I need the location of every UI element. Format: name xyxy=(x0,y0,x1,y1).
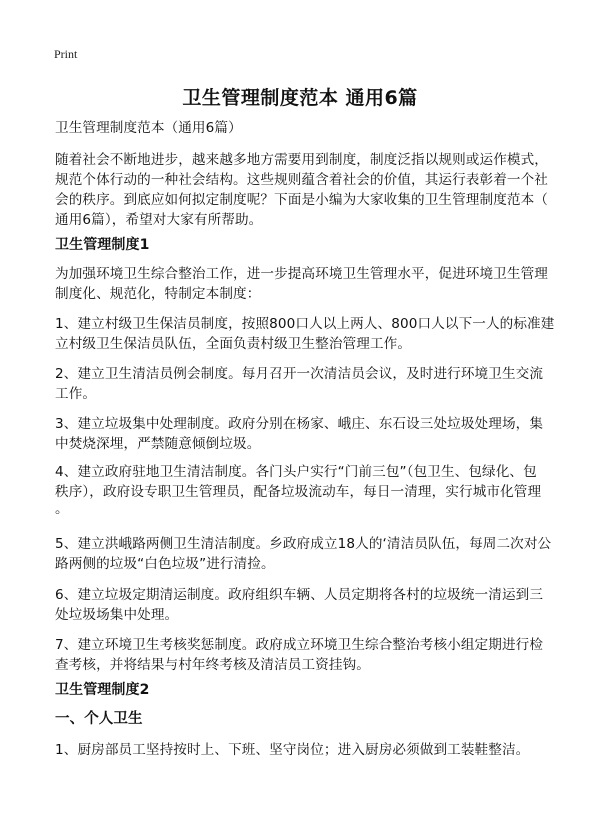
section1-lead xyxy=(55,264,555,304)
heading-text: 卫生管理制度1 xyxy=(55,237,150,253)
line: 5、建立洪峨路两侧卫生清洁制度。乡政府成立18人的‘清洁员队伍，每周二次对公 xyxy=(55,536,552,552)
line: 查考核，并将结果与村年终考核及清洁员工资挂钩。 xyxy=(55,657,370,673)
line: 3、建立垃圾集中处理制度。政府分别在杨家、峨庄、东石设三处垃圾处理场，集 xyxy=(55,416,544,432)
line: 处垃圾场集中处理。 xyxy=(55,607,179,623)
list-item xyxy=(55,364,555,404)
line: 2、建立卫生清洁员例会制度。每月召开一次清洁员会议，及时进行环境卫生交流 xyxy=(55,366,544,382)
line: 。 xyxy=(55,501,69,517)
line: 工作。 xyxy=(55,386,97,402)
line: 规范个体行动的一种社会结构。这些规则蕴含着社会的价值，其运行表彰着一个社 xyxy=(55,172,548,188)
list-item xyxy=(55,462,555,516)
list-item xyxy=(55,414,555,454)
heading-text: 卫生管理制度2 xyxy=(55,682,150,698)
line: 中焚烧深埋，严禁随意倾倒垃圾。 xyxy=(55,436,261,452)
list-item xyxy=(55,740,555,760)
line: 随着社会不断地进步，越来越多地方需要用到制度，制度泛指以规则或运作模式， xyxy=(55,152,548,168)
subheading-text: 一、个人卫生 xyxy=(55,711,143,727)
line: 秩序），政府设专职卫生管理员，配备垃圾流动车，每日一清理，实行城市化管理 xyxy=(55,484,542,500)
line: 会的秩序。到底应如何拟定制度呢？下面是小编为大家收集的卫生管理制度范本（ xyxy=(55,192,548,208)
section-heading xyxy=(55,235,555,255)
section-heading xyxy=(55,680,555,700)
print-link[interactable]: Print xyxy=(54,47,78,61)
sub-heading xyxy=(55,709,555,729)
page-title: 卫生管理制度范本 通用6篇 xyxy=(182,87,418,109)
line: 路两侧的垃圾“白色垃圾”进行清捡。 xyxy=(55,556,275,572)
line: 1、厨房部员工坚持按时上、下班、坚守岗位；进入厨房必须做到工装鞋整洁。 xyxy=(55,742,530,758)
list-item xyxy=(55,635,555,675)
line: 1、建立村级卫生保洁员制度，按照800口人以上两人、800口人以下一人的标准建 xyxy=(55,316,555,332)
list-item xyxy=(55,314,555,354)
subtitle-text: 卫生管理制度范本（通用6篇） xyxy=(55,120,242,136)
list-item xyxy=(55,585,555,625)
line: 通用6篇），希望对大家有所帮助。 xyxy=(55,212,263,228)
line: 立村级卫生保洁员队伍，全面负责村级卫生整治管理工作。 xyxy=(55,336,412,352)
list-item xyxy=(55,534,555,574)
line: 6、建立垃圾定期清运制度。政府组织车辆、人员定期将各村的垃圾统一清运到三 xyxy=(55,587,544,603)
line: 4、建立政府驻地卫生清洁制度。各门头户实行“门前三包”（包卫生、包绿化、包 xyxy=(55,464,537,480)
intro-paragraph xyxy=(55,150,555,230)
line: 为加强环境卫生综合整治工作，进一步提高环境卫生管理水平，促进环境卫生管理 xyxy=(55,266,548,282)
line: 制度化、规范化，特制定本制度： xyxy=(55,286,261,302)
subtitle xyxy=(55,118,555,138)
line: 7、建立环境卫生考核奖惩制度。政府成立环境卫生综合整治考核小组定期进行检 xyxy=(55,637,544,653)
